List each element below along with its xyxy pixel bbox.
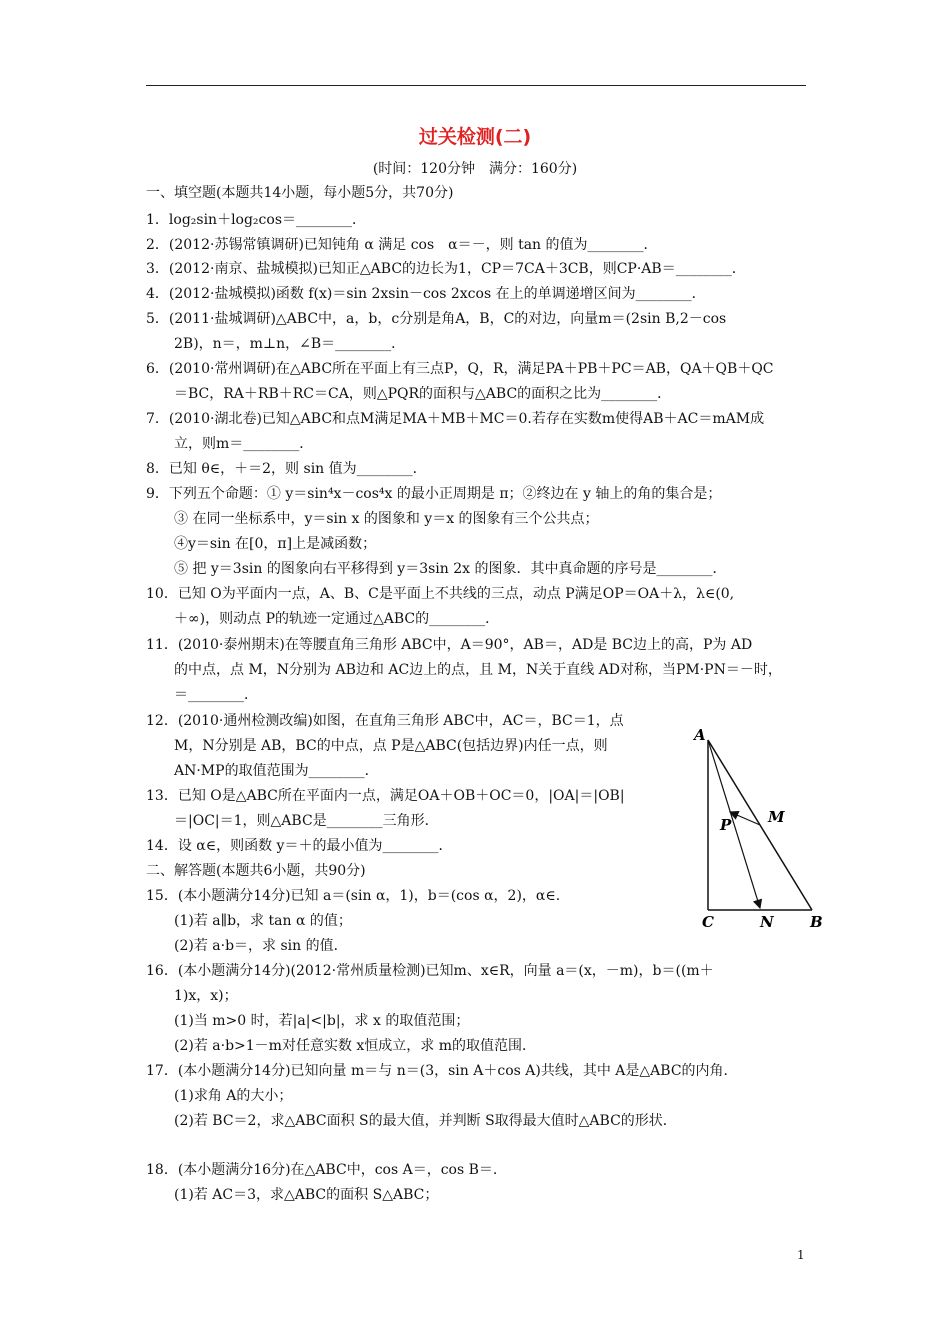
triangle-figure (690, 722, 830, 932)
question-line: 1)x，x)； (146, 988, 238, 1004)
question-line: 17．(本小题满分14分)已知向量 m＝与 n＝(3，sin A＋cos A)共线，其中 A是△ABC的内角． (146, 1063, 738, 1079)
question-line: 立，则m＝________． (146, 436, 314, 452)
question-line: ＝________． (146, 687, 258, 703)
label-p: P (720, 816, 732, 834)
question-line: AN·MP的取值范围为________． (146, 763, 379, 779)
label-n: N (760, 913, 774, 931)
question-line: (2)若 BC＝2，求△ABC面积 S的最大值，并判断 S取得最大值时△ABC的形状． (146, 1113, 677, 1129)
question-line: ＝|OC|＝1，则△ABC是________三角形． (146, 813, 439, 829)
question-line: 的中点，点 M，N分别为 AB边和 AC边上的点，且 M，N关于直线 AD对称，当PM·PN＝－时， (146, 662, 782, 678)
question-line: 15．(本小题满分14分)已知 a＝(sin α，1)，b＝(cos α，2)，α∈. (146, 888, 561, 904)
exam-info: (时间：120分钟 满分：160分) (372, 161, 578, 177)
question-line: ＋∞)，则动点 P的轨迹一定通过△ABC的________． (146, 611, 500, 627)
question-line: 6．(2010·常州调研)在△ABC所在平面上有三点P，Q，R，满足PA＋PB＋PC＝AB，QA＋QB＋QC (146, 361, 774, 377)
question-line: 7．(2010·湖北卷)已知△ABC和点M满足MA＋MB＋MC＝0.若存在实数m使得AB＋AC＝mAM成 (146, 411, 765, 427)
question-line: 11．(2010·泰州期末)在等腰直角三角形 ABC中，A＝90°，AB＝，AD是 BC边上的高，P为 AD (146, 637, 753, 653)
question-line: 3．(2012·南京、盐城模拟)已知正△ABC的边长为1，CP＝7CA＋3CB，则CP·AB＝________． (146, 261, 746, 277)
header-rule (146, 85, 806, 86)
page-number: 1 (797, 1248, 805, 1262)
question-line: ④y＝sin 在[0，π]上是减函数； (146, 536, 377, 552)
question-line: (1)若 AC＝3，求△ABC的面积 S△ABC； (146, 1187, 439, 1203)
question-line: (1)求角 A的大小； (146, 1088, 293, 1104)
question-line: 10．已知 O为平面内一点，A、B、C是平面上不共线的三点，动点 P满足OP＝OA＋λ，λ∈(0, (146, 586, 735, 602)
question-line: ③ 在同一坐标系中，y＝sin x 的图象和 y＝x 的图象有三个公共点； (146, 511, 599, 527)
question-line: 2．(2012·苏锡常镇调研)已知钝角 α 满足 cos α＝－，则 tan 的值为________． (146, 237, 658, 253)
question-line: 8．已知 θ∈，＋＝2，则 sin 值为________． (146, 461, 427, 477)
question-line: ＝BC，RA＋RB＋RC＝CA，则△PQR的面积与△ABC的面积之比为________． (146, 386, 672, 402)
question-line: 16．(本小题满分14分)(2012·常州质量检测)已知m、x∈R，向量 a＝(x，－m)，b＝((m＋ (146, 963, 714, 979)
label-b: B (810, 913, 823, 931)
question-line: 4．(2012·盐城模拟)函数 f(x)＝sin 2xsin－cos 2xcos 在上的单调递增区间为________． (146, 286, 706, 302)
question-line: 5．(2011·盐城调研)△ABC中，a，b，c分别是角A，B，C的对边，向量m＝(2sin B,2－cos (146, 311, 727, 327)
question-line: (2)若 a·b＝，求 sin 的值． (146, 938, 348, 954)
question-line: 14．设 α∈，则函数 y＝＋的最小值为________． (146, 838, 453, 854)
question-line: (2)若 a·b>1－m对任意实数 x恒成立，求 m的取值范围． (146, 1038, 537, 1054)
question-line: (1)当 m>0 时，若|a|<|b|，求 x 的取值范围； (146, 1013, 470, 1029)
question-line: 1．log₂sin＋log₂cos＝________． (146, 212, 367, 228)
question-line: 9．下列五个命题：① y＝sin⁴x－cos⁴x 的最小正周期是 π；②终边在 y 轴上的角的集合是； (146, 486, 722, 502)
label-m: M (768, 808, 785, 826)
question-line: 18．(本小题满分16分)在△ABC中，cos A＝，cos B＝. (146, 1162, 498, 1178)
question-line: 12．(2010·通州检测改编)如图，在直角三角形 ABC中，AC＝，BC＝1，点 (146, 713, 624, 729)
vector-an (708, 740, 760, 908)
label-c: C (702, 913, 714, 931)
section-heading: 一、填空题(本题共14小题，每小题5分，共70分) (146, 185, 454, 201)
question-line: M，N分别是 AB，BC的中点，点 P是△ABC(包括边界)内任一点，则 (146, 738, 608, 754)
label-a: A (694, 726, 706, 744)
question-line: ⑤ 把 y＝3sin 的图象向右平移得到 y＝3sin 2x 的图象．其中真命题的序号是________． (146, 561, 727, 577)
question-line: (1)若 a∥b，求 tan α 的值； (146, 913, 352, 929)
question-line: 2B)，n＝，m⊥n，∠B＝________． (146, 336, 406, 352)
section-heading: 二、解答题(本题共6小题，共90分) (146, 863, 366, 879)
page-title: 过关检测(二) (418, 126, 532, 148)
question-line: 13．已知 O是△ABC所在平面内一点，满足OA＋OB＋OC＝0，|OA|＝|OB| (146, 788, 625, 804)
